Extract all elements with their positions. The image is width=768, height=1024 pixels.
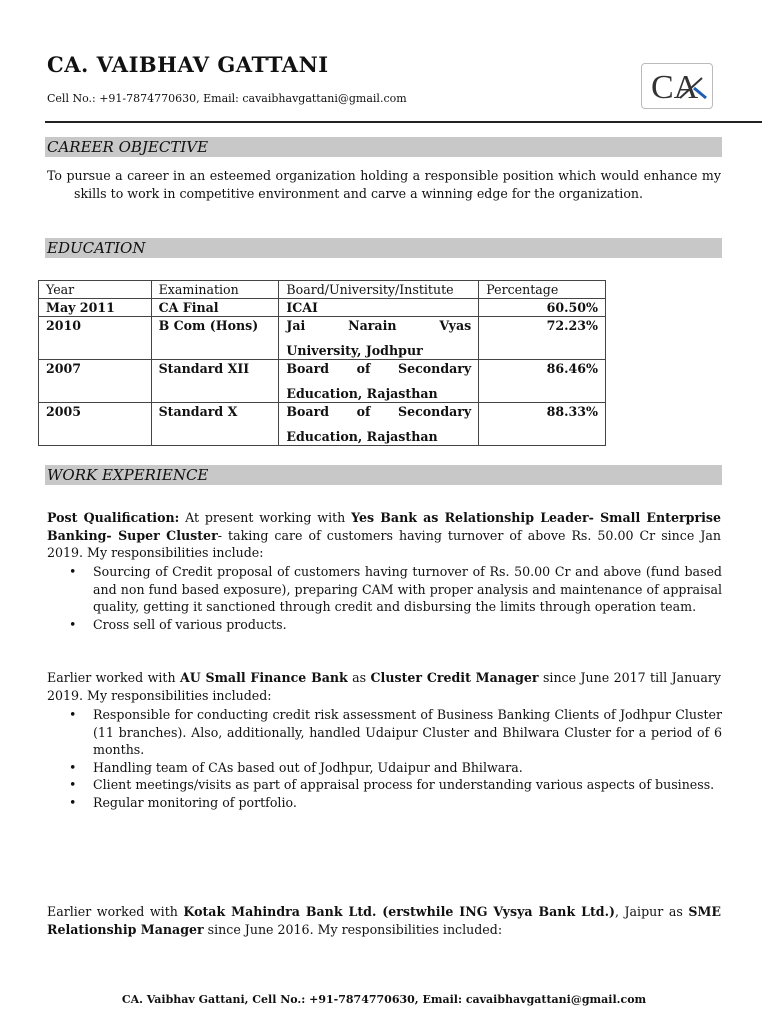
intro-text: At present working with <box>179 510 352 525</box>
row-exam: B Com (Hons) <box>158 318 259 333</box>
kotak-intro <box>47 903 721 938</box>
table-row <box>39 360 606 403</box>
intro-text: since June 2017 till January 2019. My responsibilities included: <box>47 670 721 703</box>
intro-text: , Jaipur as <box>614 904 689 919</box>
row-exam: Standard XII <box>158 361 250 376</box>
list-item: • Client meetings/visits as part of appraisal process for understanding various aspects of business. <box>69 776 722 794</box>
col-header-percentage: Percentage <box>479 281 606 299</box>
row-board: ICAI <box>286 300 318 315</box>
list-item: • Regular monitoring of portfolio. <box>69 794 722 812</box>
yes-bank-responsibilities <box>69 563 722 633</box>
objective-text: To pursue a career in an esteemed organization holding a responsible position which would enhance my skills to work in competitive environment and carve a winning edge for the organization. <box>47 168 721 201</box>
section-education: EDUCATION <box>45 238 722 258</box>
yes-bank-intro <box>47 509 721 562</box>
contact-info: Cell No.: +91-7874770630, Email: cavaibhavgattani@gmail.com <box>47 92 407 105</box>
intro-text: as <box>347 670 371 685</box>
page-footer: CA. Vaibhav Gattani, Cell No.: +91-7874770630, Email: cavaibhavgattani@gmail.com <box>121 993 647 1006</box>
row-year: 2010 <box>46 318 82 333</box>
row-year: 2005 <box>46 404 82 419</box>
section-work-experience: WORK EXPERIENCE <box>45 465 722 485</box>
ca-logo-icon <box>642 64 714 110</box>
row-board-line2: University, Jodhpur <box>286 343 423 358</box>
col-header-board: Board/University/Institute <box>279 281 479 299</box>
intro-text: since June 2016. My responsibilities included: <box>203 921 503 937</box>
row-board: Board of Secondary <box>286 404 472 419</box>
au-bank-responsibilities <box>69 706 722 812</box>
table-row <box>39 299 606 317</box>
row-board-line2: Education, Rajasthan <box>286 429 438 444</box>
list-item: • Handling team of CAs based out of Jodhpur, Udaipur and Bhilwara. <box>69 759 722 777</box>
yes-bank-role: Yes Bank as Relationship Leader- Small Enterprise Banking- Super Cluster <box>47 510 721 543</box>
post-qualification-label: Post Qualification: <box>47 510 180 525</box>
list-item: • Sourcing of Credit proposal of customers having turnover of Rs. 50.00 Cr and above (fund based and non fund based exposure), preparing CAM with proper analysis and maintenance of appraisal quality, getting it sanctioned through credit and disbursing the limits through operation team. <box>69 563 722 616</box>
row-exam: Standard X <box>158 404 238 419</box>
candidate-name: CA. VAIBHAV GATTANI <box>47 52 329 77</box>
row-year: May 2011 <box>46 300 115 315</box>
kotak-role: SME Relationship Manager <box>47 904 721 937</box>
row-pct: 72.23% <box>546 318 598 333</box>
svg-text:CA: CA <box>651 69 699 106</box>
intro-text: - taking care of customers having turnover of above Rs. 50.00 Cr since Jan 2019. My responsibilities include: <box>47 527 721 561</box>
intro-text: Earlier worked with <box>47 904 184 919</box>
au-bank-intro <box>47 669 721 704</box>
row-exam: CA Final <box>158 300 219 315</box>
ca-logo <box>641 63 713 109</box>
table-row <box>39 403 606 446</box>
list-item: • Responsible for conducting credit risk assessment of Business Banking Clients of Jodhpur Cluster (11 branches). Also, additionally, handled Udaipur Cluster and Bhilwara Cluster for a period of 6 months. <box>69 706 722 759</box>
intro-text: Earlier worked with <box>47 670 180 685</box>
row-pct: 88.33% <box>546 404 598 419</box>
row-board: Board of Secondary <box>286 361 472 376</box>
education-table <box>38 280 606 446</box>
row-board: Jai Narain Vyas <box>286 318 472 333</box>
row-board-line2: Education, Rajasthan <box>286 386 438 401</box>
row-pct: 60.50% <box>546 300 598 315</box>
list-item: • Cross sell of various products. <box>69 616 722 634</box>
section-career-objective: CAREER OBJECTIVE <box>45 137 722 157</box>
row-pct: 86.46% <box>546 361 598 376</box>
au-bank-role: Cluster Credit Manager <box>370 670 539 685</box>
header-divider <box>45 121 762 123</box>
table-header-row <box>39 281 606 299</box>
row-year: 2007 <box>46 361 82 376</box>
au-bank-name: AU Small Finance Bank <box>179 670 348 685</box>
kotak-bank-name: Kotak Mahindra Bank Ltd. (erstwhile ING Vysya Bank Ltd.) <box>183 904 615 919</box>
col-header-examination: Examination <box>151 281 279 299</box>
table-row <box>39 317 606 360</box>
col-header-year: Year <box>39 281 152 299</box>
